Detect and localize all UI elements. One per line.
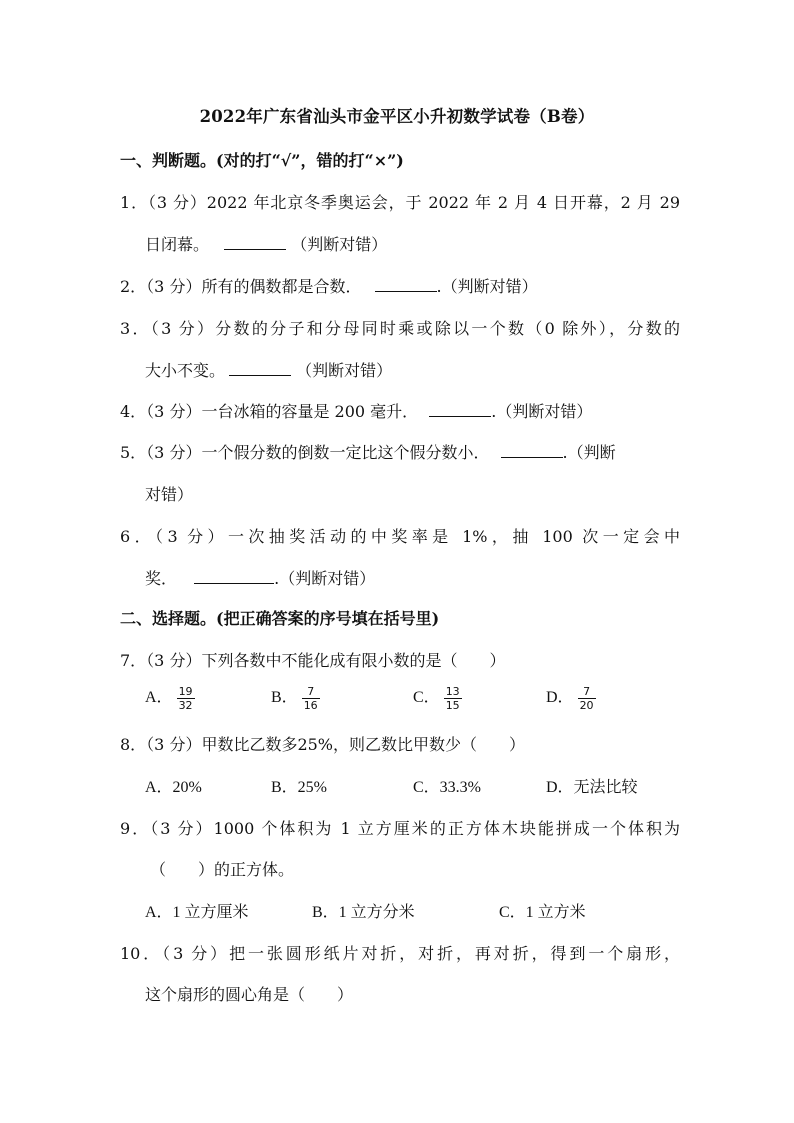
answer-blank[interactable] xyxy=(375,277,437,292)
question-9-option-a[interactable]: A．1 立方厘米 xyxy=(145,904,249,921)
option-label: A． xyxy=(145,689,173,706)
question-6-line-2 xyxy=(145,566,705,589)
question-3-line-2 xyxy=(145,358,705,381)
fraction-denominator: 32 xyxy=(178,698,193,712)
question-3-text: 大小不变。 xyxy=(145,361,226,380)
question-1-text: 日闭幕。 xyxy=(145,235,210,254)
fraction-numerator: 7 xyxy=(307,684,315,698)
question-7-option-d[interactable] xyxy=(546,684,596,712)
question-2-hint: .（判断对错） xyxy=(436,277,538,296)
fraction-numerator: 19 xyxy=(178,684,193,698)
question-1-line-2 xyxy=(145,232,705,255)
question-4 xyxy=(120,399,680,422)
fraction-denominator: 15 xyxy=(445,698,460,712)
question-6-line-1: 6．（3 分）一次抽奖活动的中奖率是 1%，抽 100 次一定会中 xyxy=(120,527,680,546)
fraction-numerator: 13 xyxy=(445,684,460,698)
question-5-hint: .（判断 xyxy=(562,443,616,462)
question-4-hint: .（判断对错） xyxy=(491,402,593,421)
fraction xyxy=(177,685,195,712)
question-3-line-1: 3．（3 分）分数的分子和分母同时乘或除以一个数（0 除外），分数的 xyxy=(120,319,680,338)
question-4-text: 4．（3 分）一台冰箱的容量是 200 毫升． xyxy=(120,402,419,421)
question-7-option-c[interactable] xyxy=(413,684,462,712)
question-10-line-2: 这个扇形的圆心角是（ ） xyxy=(145,985,354,1004)
fraction-denominator: 20 xyxy=(579,698,594,712)
question-9-option-c[interactable]: C．1 立方米 xyxy=(499,904,586,921)
question-10-line-1: 10．（3 分）把一张圆形纸片对折，对折，再对折，得到一个扇形， xyxy=(120,944,680,963)
option-label: C． xyxy=(413,689,440,706)
fraction-denominator: 16 xyxy=(303,698,318,712)
question-9-line-1: 9．（3 分）1000 个体积为 1 立方厘米的正方体木块能拼成一个体积为 xyxy=(120,819,680,838)
fraction xyxy=(444,685,462,712)
question-5-line-1 xyxy=(120,440,680,463)
fraction xyxy=(302,685,320,712)
question-7-option-a[interactable] xyxy=(145,684,195,712)
option-label: B． xyxy=(271,689,298,706)
answer-blank[interactable] xyxy=(194,569,274,584)
fraction xyxy=(578,685,596,712)
answer-blank[interactable] xyxy=(224,235,286,250)
question-5-line-2: 对错） xyxy=(145,485,194,504)
section-heading-choice: 二、选择题。(把正确答案的序号填在括号里) xyxy=(120,609,440,628)
question-2-text: 2．（3 分）所有的偶数都是合数． xyxy=(120,277,362,296)
option-label: D． xyxy=(546,689,574,706)
question-1-line-1: 1．（3 分）2022 年北京冬季奥运会，于 2022 年 2 月 4 日开幕，2 月 29 xyxy=(120,193,680,212)
fraction-numerator: 7 xyxy=(583,684,591,698)
question-1-hint: （判断对错） xyxy=(291,235,388,254)
section-heading-judgement: 一、判断题。(对的打“√”，错的打“×”) xyxy=(120,151,404,170)
question-8-option-d[interactable]: D．无法比较 xyxy=(546,779,638,796)
question-8-stem: 8．（3 分）甲数比乙数多25%，则乙数比甲数少（ ） xyxy=(120,735,526,754)
answer-blank[interactable] xyxy=(501,443,563,458)
question-6-hint: .（判断对错） xyxy=(274,569,376,588)
question-9-option-b[interactable]: B．1 立方分米 xyxy=(312,904,415,921)
question-8-option-b[interactable]: B．25% xyxy=(271,779,328,796)
question-8-option-a[interactable]: A．20% xyxy=(145,779,202,796)
question-7-option-b[interactable] xyxy=(271,684,320,712)
answer-blank[interactable] xyxy=(429,402,491,417)
question-5-text: 5．（3 分）一个假分数的倒数一定比这个假分数小． xyxy=(120,443,490,462)
question-6-text: 奖． xyxy=(145,569,178,588)
question-8-option-c[interactable]: C．33.3% xyxy=(413,779,482,796)
question-9-line-2: （ ）的正方体。 xyxy=(150,860,295,879)
question-3-hint: （判断对错） xyxy=(296,361,393,380)
question-7-stem: 7．（3 分）下列各数中不能化成有限小数的是（ ） xyxy=(120,651,506,670)
page-title: 2022年广东省汕头市金平区小升初数学试卷（B卷） xyxy=(199,107,595,126)
question-2 xyxy=(120,274,680,297)
answer-blank[interactable] xyxy=(229,361,291,376)
